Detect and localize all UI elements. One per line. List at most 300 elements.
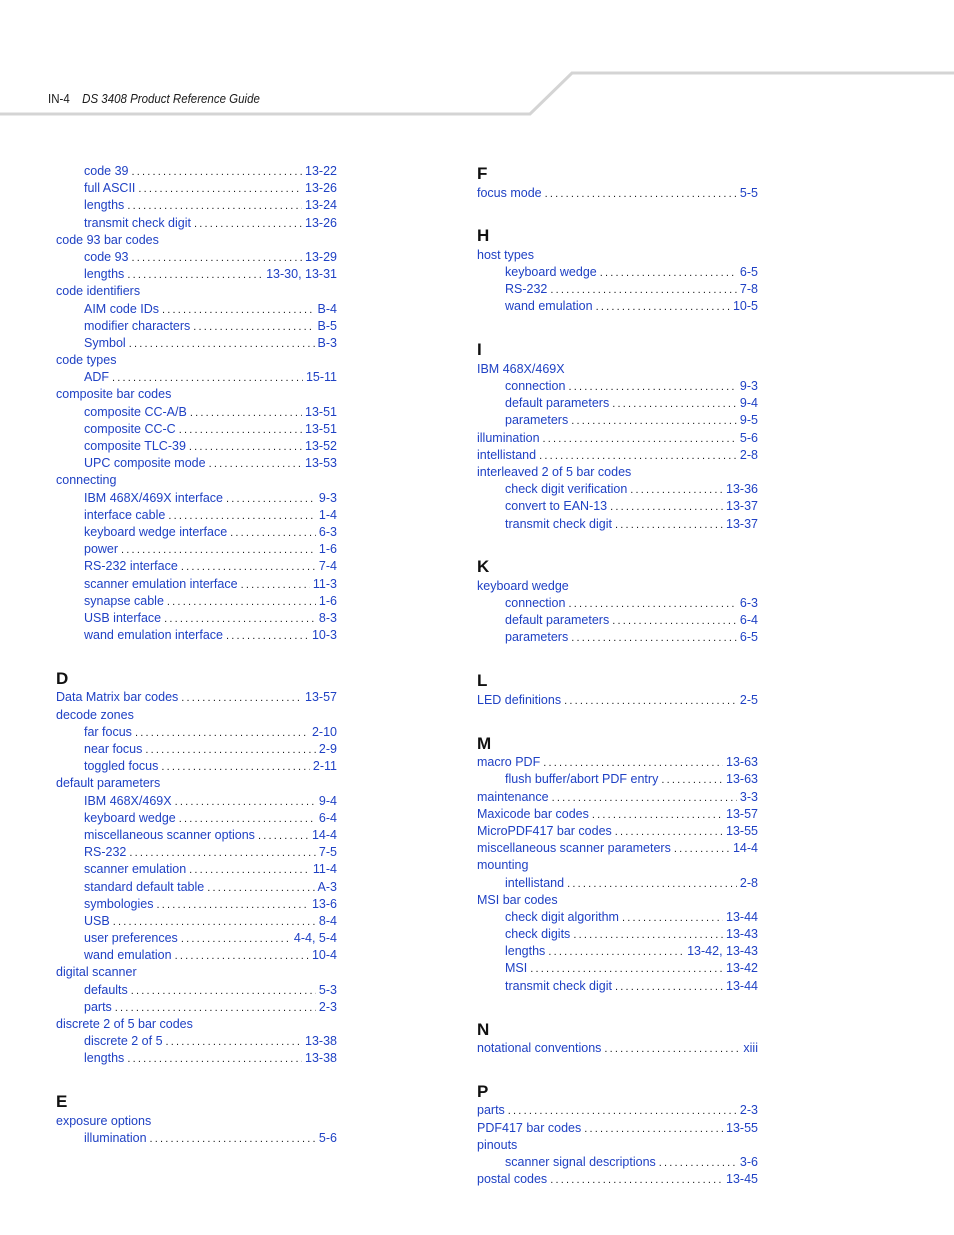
index-entry[interactable]	[477, 1040, 758, 1057]
entry-label: power	[84, 542, 119, 557]
dot-leader	[543, 755, 723, 771]
index-subentry[interactable]	[56, 507, 337, 524]
entry-label: parameters	[505, 413, 569, 428]
page-ref-link[interactable]: 13-55	[726, 823, 758, 838]
entry-label: composite CC-C	[84, 421, 176, 436]
page-ref-link[interactable]: 13-44	[726, 978, 758, 993]
index-subentry[interactable]	[56, 438, 337, 455]
entry-label: wand emulation	[505, 299, 593, 314]
page-ref-link[interactable]: 13-38	[305, 1051, 337, 1066]
entry-label: USB interface	[84, 610, 162, 625]
index-subentry[interactable]	[56, 421, 337, 438]
page-ref-link[interactable]: 4-4, 5-4	[293, 931, 337, 946]
index-entry[interactable]	[477, 1171, 758, 1188]
index-section	[477, 1081, 758, 1188]
index-subentry[interactable]	[477, 943, 758, 960]
dot-leader	[564, 693, 737, 709]
entry-label: transmit check digit	[84, 215, 191, 230]
dot-leader	[612, 613, 737, 629]
entry-label: default parameters	[56, 776, 161, 791]
index-section	[477, 670, 758, 709]
index-subentry[interactable]	[56, 844, 337, 861]
dot-leader	[127, 267, 263, 283]
entry-label: connection	[505, 379, 566, 393]
page-ref-link[interactable]: 13-51	[305, 421, 337, 436]
index-entry[interactable]	[477, 464, 758, 481]
dot-leader	[131, 983, 316, 999]
index-subentry[interactable]	[56, 404, 337, 421]
entry-label: illumination	[477, 430, 540, 445]
dot-leader	[193, 319, 314, 335]
index-entry[interactable]	[477, 430, 758, 447]
page-ref-link[interactable]: 5-6	[318, 1130, 337, 1145]
index-entry[interactable]	[477, 806, 758, 823]
entry-label: code 93	[84, 249, 129, 264]
page-ref-link[interactable]: 13-37	[726, 516, 758, 531]
index-entry[interactable]	[56, 775, 337, 792]
index-subentry[interactable]	[56, 197, 337, 214]
page-ref-link[interactable]: 14-4	[732, 841, 758, 856]
entry-label: keyboard wedge	[84, 810, 176, 825]
page-ref-link[interactable]: 2-8	[739, 875, 758, 890]
entry-label: lengths	[84, 267, 125, 282]
page-ref-link[interactable]: 13-43	[726, 927, 758, 942]
page-ref-link[interactable]: 9-3	[318, 490, 337, 505]
entry-label: pinouts	[477, 1137, 518, 1152]
index-section	[477, 339, 758, 532]
dot-leader	[258, 828, 309, 844]
index-entry[interactable]	[477, 857, 758, 874]
entry-label: code identifiers	[56, 284, 141, 299]
page-ref-link[interactable]: 5-6	[739, 430, 758, 445]
section-letter: N	[477, 1019, 490, 1039]
dot-leader	[127, 198, 302, 214]
dot-leader	[548, 944, 684, 960]
page-ref-link[interactable]: 13-42, 13-43	[687, 944, 758, 959]
page-ref-link[interactable]: 3-3	[739, 789, 758, 804]
page-header	[48, 90, 260, 108]
entry-label: miscellaneous scanner options	[84, 827, 255, 842]
entry-label: far focus	[84, 724, 132, 739]
dot-leader	[550, 282, 737, 298]
entry-label: IBM 468X/469X	[477, 361, 565, 376]
index-entry[interactable]	[56, 232, 337, 249]
page-ref-link[interactable]: 13-63	[726, 772, 758, 787]
index-subentry[interactable]	[56, 576, 337, 593]
page-ref-link[interactable]: 5-3	[318, 982, 337, 997]
page-ref-link[interactable]: 13-57	[305, 690, 337, 705]
dot-leader	[167, 594, 316, 610]
index-entry[interactable]	[477, 578, 758, 595]
section-letter: K	[477, 557, 490, 577]
entry-label: interleaved 2 of 5 bar codes	[477, 464, 632, 479]
page-ref-link[interactable]: 10-4	[311, 948, 337, 963]
page-ref-link[interactable]: 10-3	[311, 628, 337, 643]
index-subentry[interactable]	[56, 318, 337, 335]
page-ref-link[interactable]: 11-3	[312, 576, 337, 591]
page-ref-link[interactable]: 11-4	[312, 862, 337, 877]
page-ref-link[interactable]: 13-51	[305, 404, 337, 419]
section-letter: F	[477, 164, 488, 183]
entry-label: exposure options	[56, 1113, 152, 1128]
index-subentry[interactable]	[56, 896, 337, 913]
dot-leader	[162, 302, 315, 318]
page-ref-link[interactable]: 14-4	[311, 827, 337, 842]
index-subentry[interactable]	[56, 982, 337, 999]
entry-label: default parameters	[505, 613, 610, 628]
index-column-left	[56, 163, 337, 1171]
page-ref-link[interactable]: 2-11	[312, 759, 337, 774]
page-ref-link[interactable]: 13-26	[305, 181, 337, 196]
index-subentry[interactable]	[477, 612, 758, 629]
dot-leader	[596, 299, 730, 315]
index-subentry[interactable]	[56, 369, 337, 386]
entry-label: connection	[505, 596, 566, 611]
dot-leader	[175, 794, 316, 810]
page-ref-link[interactable]: B-4	[317, 301, 337, 316]
index-subentry[interactable]	[477, 516, 758, 533]
entry-label: standard default table	[84, 879, 205, 894]
index-subentry[interactable]	[56, 524, 337, 541]
entry-label: host types	[477, 247, 534, 262]
entry-label: transmit check digit	[505, 516, 612, 531]
index-subentry[interactable]	[477, 1154, 758, 1171]
dot-leader	[241, 577, 310, 593]
dot-leader	[175, 948, 309, 964]
entry-label: MSI bar codes	[477, 892, 558, 907]
index-entry[interactable]	[56, 472, 337, 489]
index-subentry[interactable]	[56, 593, 337, 610]
index-entry[interactable]	[56, 1016, 337, 1033]
dot-leader	[600, 265, 737, 281]
index-subentry[interactable]	[56, 1130, 337, 1147]
entry-label: symbologies	[84, 896, 154, 911]
dot-leader	[530, 961, 723, 977]
entry-label: default parameters	[505, 396, 610, 411]
page-ref-link[interactable]: 13-57	[726, 806, 758, 821]
entry-label: lengths	[84, 198, 125, 213]
index-subentry[interactable]	[56, 827, 337, 844]
index-subentry[interactable]	[477, 298, 758, 315]
entry-label: discrete 2 of 5	[84, 1034, 163, 1049]
index-subentry[interactable]	[477, 875, 758, 892]
entry-label: miscellaneous scanner parameters	[477, 841, 671, 856]
entry-label: composite CC-A/B	[84, 404, 187, 419]
index-entry[interactable]	[477, 692, 758, 709]
index-subentry[interactable]	[56, 558, 337, 575]
page-ref-link[interactable]: 13-26	[305, 215, 337, 230]
index-subentry[interactable]	[56, 741, 337, 758]
index-subentry[interactable]	[56, 627, 337, 644]
page-ref-link[interactable]: 13-30, 13-31	[266, 267, 337, 282]
index-subentry[interactable]	[56, 793, 337, 810]
index-subentry[interactable]	[56, 215, 337, 232]
section-letter: D	[56, 668, 69, 688]
index-subentry[interactable]	[56, 913, 337, 930]
page-ref-link[interactable]: 13-24	[305, 198, 337, 213]
index-entry[interactable]	[56, 1113, 337, 1130]
entry-label: LED definitions	[477, 692, 562, 707]
entry-label: code 39	[84, 164, 129, 178]
index-entry[interactable]	[56, 283, 337, 300]
index-entry[interactable]	[56, 964, 337, 981]
index-subentry[interactable]	[56, 610, 337, 627]
index-entry[interactable]	[56, 386, 337, 403]
index-entry[interactable]	[477, 1102, 758, 1119]
page-ref-link[interactable]: 6-3	[739, 596, 758, 611]
index-subentry[interactable]	[477, 395, 758, 412]
dot-leader	[129, 845, 316, 861]
index-subentry[interactable]	[477, 926, 758, 943]
index-subentry[interactable]	[56, 266, 337, 283]
dot-leader	[226, 628, 309, 644]
index-subentry[interactable]	[477, 378, 758, 395]
page-ref-link[interactable]: B-5	[317, 318, 337, 333]
entry-label: decode zones	[56, 707, 134, 722]
index-subentry[interactable]	[56, 180, 337, 197]
page-ref-link[interactable]: 13-45	[726, 1172, 758, 1187]
index-section	[56, 163, 337, 644]
page-ref-link[interactable]: A-3	[317, 879, 337, 894]
index-entry[interactable]	[56, 707, 337, 724]
page-ref-link[interactable]: B-3	[317, 335, 337, 350]
index-subentry[interactable]	[56, 1050, 337, 1067]
dot-leader	[129, 336, 315, 352]
entry-label: Symbol	[84, 335, 126, 350]
entry-label: flush buffer/abort PDF entry	[505, 772, 659, 787]
page-ref-link[interactable]: 2-10	[311, 724, 337, 739]
index-entry[interactable]	[477, 1137, 758, 1154]
dot-leader	[604, 1041, 740, 1057]
dot-leader	[207, 880, 314, 896]
page-ref-link[interactable]: 6-3	[318, 524, 337, 539]
page-ref-link[interactable]: 9-5	[739, 413, 758, 428]
dot-leader	[181, 559, 316, 575]
index-subentry[interactable]	[477, 481, 758, 498]
dot-leader	[674, 841, 730, 857]
entry-label: check digit verification	[505, 482, 628, 497]
entry-label: AIM code IDs	[84, 301, 160, 316]
page-ref-link[interactable]: 13-6	[311, 896, 337, 911]
page-ref-link[interactable]: 8-3	[318, 610, 337, 625]
dot-leader	[230, 525, 316, 541]
entry-label: convert to EAN-13	[505, 499, 608, 514]
section-letter: H	[477, 226, 490, 246]
entry-label: maintenance	[477, 789, 549, 804]
index-subentry[interactable]	[477, 264, 758, 281]
index-subentry[interactable]	[477, 771, 758, 788]
page-ref-link[interactable]: 1-4	[318, 507, 337, 522]
index-subentry[interactable]	[56, 947, 337, 964]
dot-leader	[194, 216, 302, 232]
page-ref-link[interactable]: 5-5	[739, 185, 758, 200]
index-entry[interactable]	[477, 789, 758, 806]
dot-leader	[113, 914, 316, 930]
index-subentry[interactable]	[477, 412, 758, 429]
index-subentry[interactable]	[56, 861, 337, 878]
entry-label: wand emulation interface	[84, 628, 223, 643]
entry-label: transmit check digit	[505, 978, 612, 993]
dot-leader	[615, 979, 723, 995]
entry-label: Maxicode bar codes	[477, 806, 589, 821]
dot-leader	[552, 790, 737, 806]
index-entry[interactable]	[56, 689, 337, 706]
dot-leader	[135, 725, 309, 741]
entry-label: RS-232	[84, 845, 127, 860]
page-ref-link[interactable]: 8-4	[318, 913, 337, 928]
dot-leader	[164, 611, 316, 627]
dot-leader	[584, 1121, 723, 1137]
entry-label: scanner emulation	[84, 862, 187, 877]
index-subentry[interactable]	[56, 490, 337, 507]
index-subentry[interactable]	[477, 281, 758, 298]
section-letter: L	[477, 671, 488, 691]
guide-title: DS 3408 Product Reference Guide	[82, 92, 260, 106]
entry-label: toggled focus	[84, 759, 159, 774]
dot-leader	[168, 508, 316, 524]
index-subentry[interactable]	[56, 758, 337, 775]
dot-leader	[571, 413, 737, 429]
page-ref-link[interactable]: 2-8	[739, 447, 758, 462]
page-ref-link[interactable]: 6-5	[739, 630, 758, 645]
dot-leader	[127, 1051, 302, 1067]
page-ref-link[interactable]: 13-63	[726, 755, 758, 770]
dot-leader	[166, 1034, 303, 1050]
page-ref-link[interactable]: 1-6	[318, 593, 337, 608]
page-ref-link[interactable]: 2-5	[739, 692, 758, 707]
index-subentry[interactable]	[477, 978, 758, 995]
index-entry[interactable]	[477, 247, 758, 264]
page-ref-link[interactable]: 13-37	[726, 499, 758, 514]
section-letter: E	[56, 1092, 68, 1112]
index-subentry[interactable]	[56, 879, 337, 896]
page-ref-link[interactable]: 6-4	[739, 613, 758, 628]
dot-leader	[508, 1103, 737, 1119]
entry-label: check digits	[505, 927, 571, 942]
dot-leader	[226, 491, 316, 507]
index-subentry[interactable]	[56, 541, 337, 558]
dot-leader	[612, 396, 737, 412]
index-entry[interactable]	[477, 892, 758, 909]
index-section	[477, 1019, 758, 1058]
index-subentry[interactable]	[56, 1033, 337, 1050]
page-ref-link[interactable]: 7-8	[739, 282, 758, 297]
dot-leader	[545, 186, 737, 202]
entry-label: PDF417 bar codes	[477, 1120, 582, 1135]
index-entry[interactable]	[477, 754, 758, 771]
entry-label: code 93 bar codes	[56, 232, 159, 247]
page-ref-link[interactable]: 7-5	[318, 845, 337, 860]
section-letter: P	[477, 1081, 489, 1101]
page-ref-link[interactable]: 9-3	[739, 379, 758, 393]
index-entry[interactable]	[477, 447, 758, 464]
page-ref-link[interactable]: 13-55	[726, 1120, 758, 1135]
page-ref-link[interactable]: 3-6	[739, 1154, 758, 1169]
page-ref-link[interactable]: 13-52	[305, 439, 337, 453]
index-subentry[interactable]	[477, 595, 758, 612]
index-section	[477, 733, 758, 995]
dot-leader	[567, 876, 737, 892]
entry-label: digital scanner	[56, 965, 137, 980]
dot-leader	[661, 772, 723, 788]
index-entry[interactable]	[477, 361, 758, 378]
page-ref-link[interactable]: 15-11	[305, 370, 337, 385]
page-ref-link[interactable]: 2-3	[318, 999, 337, 1014]
entry-label: synapse cable	[84, 593, 164, 608]
entry-label: intellistand	[477, 447, 537, 462]
page-ref-link[interactable]: 9-4	[739, 396, 758, 411]
page-ref-link[interactable]: 13-38	[305, 1034, 337, 1049]
index-subentry[interactable]	[477, 498, 758, 515]
index-entry[interactable]	[56, 352, 337, 369]
index-subentry[interactable]	[56, 724, 337, 741]
dot-leader	[568, 379, 736, 395]
index-entry[interactable]	[477, 185, 758, 202]
dot-leader	[610, 499, 723, 515]
entry-label: lengths	[505, 944, 546, 959]
entry-label: lengths	[84, 1051, 125, 1066]
index-subentry[interactable]	[56, 455, 337, 472]
entry-label: wand emulation	[84, 948, 172, 963]
page-ref-link[interactable]: 13-42	[726, 961, 758, 976]
index-subentry[interactable]	[56, 930, 337, 947]
page-ref-link[interactable]: 6-4	[318, 810, 337, 825]
page-ref-link[interactable]: 13-22	[305, 164, 337, 178]
entry-label: user preferences	[84, 931, 178, 946]
page-ref-link[interactable]: 2-3	[739, 1103, 758, 1118]
index-subentry[interactable]	[56, 999, 337, 1016]
index-subentry[interactable]	[56, 249, 337, 266]
entry-label: scanner signal descriptions	[505, 1154, 656, 1169]
entry-label: check digit algorithm	[505, 909, 619, 924]
index-entry[interactable]	[477, 840, 758, 857]
page-ref-link[interactable]: 9-4	[318, 793, 337, 808]
entry-label: postal codes	[477, 1172, 548, 1187]
dot-leader	[138, 181, 302, 197]
page-ref-link[interactable]: xiii	[743, 1041, 758, 1055]
dot-leader	[181, 690, 302, 706]
page-ref-link[interactable]: 13-53	[305, 456, 337, 471]
entry-label: interface cable	[84, 507, 166, 522]
index-subentry[interactable]	[477, 960, 758, 977]
dot-leader	[630, 482, 723, 498]
index-entry[interactable]	[477, 823, 758, 840]
index-section	[477, 225, 758, 315]
index-subentry[interactable]	[56, 335, 337, 352]
page-ref-link[interactable]: 13-36	[726, 482, 758, 497]
index-subentry[interactable]	[56, 163, 337, 180]
page-ref-link[interactable]: 1-6	[318, 542, 337, 557]
index-subentry[interactable]	[477, 629, 758, 646]
dot-leader	[571, 630, 737, 646]
page-ref-link[interactable]: 13-29	[305, 249, 337, 264]
index-section	[56, 1091, 337, 1147]
entry-label: modifier characters	[84, 318, 191, 333]
entry-label: MicroPDF417 bar codes	[477, 823, 612, 838]
page-ref-link[interactable]: 6-5	[739, 265, 758, 280]
entry-label: composite TLC-39	[84, 439, 186, 453]
page-ref-link[interactable]: 7-4	[318, 559, 337, 574]
dot-leader	[181, 931, 291, 947]
page-ref-link[interactable]: 10-5	[732, 299, 758, 314]
index-subentry[interactable]	[56, 301, 337, 318]
page-ref-link[interactable]: 13-44	[726, 909, 758, 924]
index-subentry[interactable]	[477, 909, 758, 926]
entry-label: scanner emulation interface	[84, 576, 238, 591]
page-ref-link[interactable]: 2-9	[318, 742, 337, 756]
index-entry[interactable]	[477, 1120, 758, 1137]
index-subentry[interactable]	[56, 810, 337, 827]
